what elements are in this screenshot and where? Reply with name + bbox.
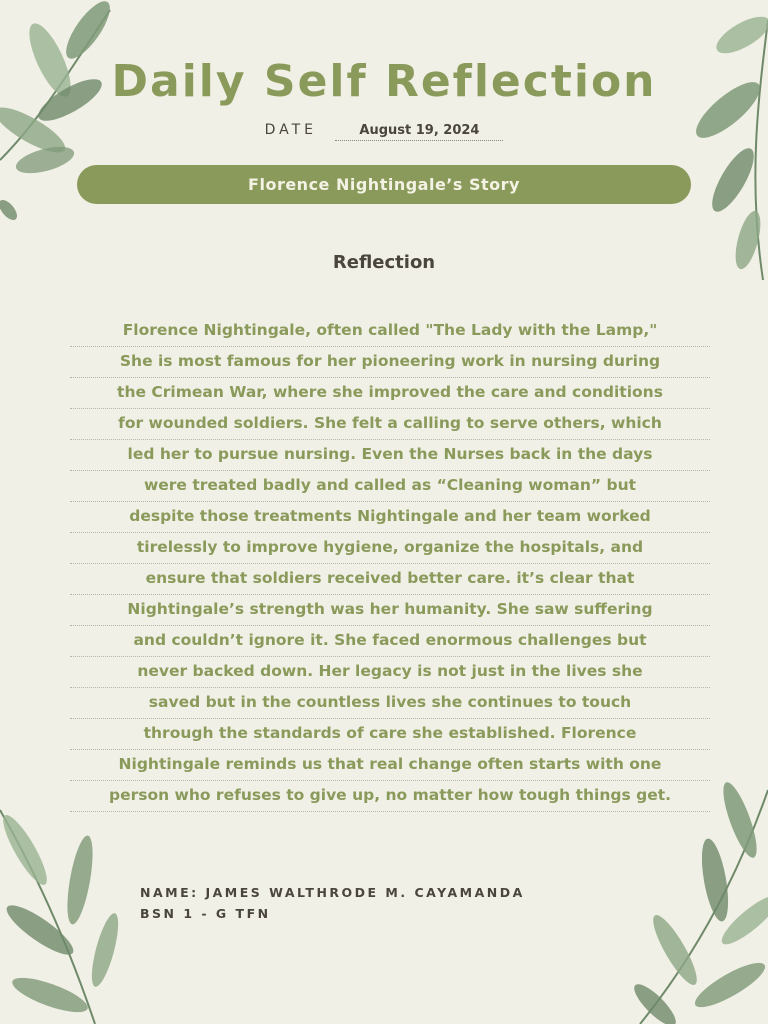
reflection-line: saved but in the countless lives she continues to touch xyxy=(70,688,710,719)
reflection-line: Nightingale reminds us that real change often starts with one xyxy=(70,750,710,781)
reflection-line: led her to pursue nursing. Even the Nurses back in the days xyxy=(70,440,710,471)
reflection-line: ensure that soldiers received better care. it’s clear that xyxy=(70,564,710,595)
section-heading: Reflection xyxy=(332,252,436,273)
student-section: BSN 1 - G TFN xyxy=(140,906,271,921)
reflection-body xyxy=(70,316,710,812)
reflection-line: person who refuses to give up, no matter how tough things get. xyxy=(70,781,710,812)
date-row xyxy=(0,122,768,141)
reflection-line: tirelessly to improve hygiene, organize the hospitals, and xyxy=(70,533,710,564)
reflection-line: never backed down. Her legacy is not just in the lives she xyxy=(70,657,710,688)
reflection-line: were treated badly and called as “Cleaning woman” but xyxy=(70,471,710,502)
reflection-line: and couldn’t ignore it. She faced enormous challenges but xyxy=(70,626,710,657)
date-value: August 19, 2024 xyxy=(335,123,503,141)
reflection-line: Nightingale’s strength was her humanity. She saw suffering xyxy=(70,595,710,626)
signature-block xyxy=(140,882,525,924)
story-title-banner: Florence Nightingale’s Story xyxy=(77,165,691,204)
reflection-line: Florence Nightingale, often called "The Lady with the Lamp," xyxy=(70,316,710,347)
reflection-line: She is most famous for her pioneering work in nursing during xyxy=(70,347,710,378)
date-label: DATE xyxy=(264,122,317,138)
reflection-line: the Crimean War, where she improved the care and conditions xyxy=(70,378,710,409)
page-title: Daily Self Reflection xyxy=(111,56,657,107)
student-name: NAME: JAMES WALTHRODE M. CAYAMANDA xyxy=(140,885,525,900)
leaf-decoration-top-right-icon xyxy=(688,0,768,290)
reflection-line: for wounded soldiers. She felt a calling to serve others, which xyxy=(70,409,710,440)
reflection-line: through the standards of care she established. Florence xyxy=(70,719,710,750)
reflection-line: despite those treatments Nightingale and her team worked xyxy=(70,502,710,533)
